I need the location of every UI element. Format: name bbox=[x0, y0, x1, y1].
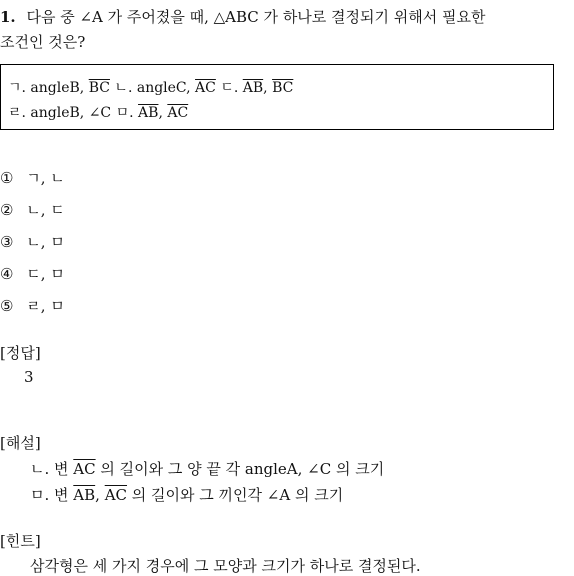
choice-2[interactable] bbox=[0, 199, 65, 220]
segment-label: $\overline{AC}$ bbox=[195, 80, 216, 96]
answer-value: 3 bbox=[24, 368, 34, 386]
segment-label: $\overline{AB}$ bbox=[73, 486, 96, 504]
condition-prefix: ㄹ. angleB, ∠C ㅁ. bbox=[8, 105, 139, 121]
segment-label: $\overline{AC}$ bbox=[167, 105, 189, 121]
condition-prefix: ㄴ. angleC, bbox=[109, 80, 196, 96]
conditions-row-2 bbox=[8, 102, 188, 122]
question-text-line-1: 다음 중 ∠A 가 주어졌을 때, △ABC 가 하나로 결정되기 위해서 필요한 bbox=[26, 8, 486, 26]
condition-prefix: ㄷ. bbox=[215, 80, 243, 96]
segment-label: $\overline{AC}$ bbox=[104, 486, 128, 504]
choice-1[interactable] bbox=[0, 167, 65, 188]
condition-prefix: ㄱ. angleB, bbox=[8, 80, 89, 96]
choice-text: ㄴ, ㄷ bbox=[26, 201, 65, 219]
hint-text: 삼각형은 세 가지 경우에 그 모양과 크기가 하나로 결정된다. bbox=[30, 557, 421, 575]
explanation-label: [해설] bbox=[0, 434, 41, 452]
question-text-line-2: 조건인 것은? bbox=[0, 33, 86, 51]
choice-5[interactable] bbox=[0, 295, 65, 316]
question-number: 1. bbox=[0, 8, 16, 26]
choice-3[interactable] bbox=[0, 231, 65, 252]
explanation-line-1 bbox=[30, 458, 384, 479]
choice-text: ㄴ, ㅁ bbox=[26, 233, 65, 251]
segment-label: $\overline{AC}$ bbox=[73, 460, 96, 478]
segment-label: $\overline{BC}$ bbox=[272, 80, 294, 96]
choice-text: ㄱ, ㄴ bbox=[26, 169, 65, 187]
conditions-row-1 bbox=[8, 77, 293, 97]
explanation-text: ㄴ. 변 bbox=[30, 460, 74, 478]
explanation-text: ㅁ. 변 bbox=[30, 486, 74, 504]
explanation-separator: , bbox=[95, 486, 105, 504]
question-line-1 bbox=[0, 6, 486, 27]
choice-text: ㄷ, ㅁ bbox=[26, 265, 65, 283]
choice-marker: ① bbox=[0, 169, 14, 187]
hint-label: [힌트] bbox=[0, 532, 41, 550]
choice-marker: ④ bbox=[0, 265, 14, 283]
segment-label: $\overline{AB}$ bbox=[138, 105, 159, 121]
segment-label: $\overline{AB}$ bbox=[242, 80, 264, 96]
choice-marker: ③ bbox=[0, 233, 14, 251]
choice-text: ㄹ, ㅁ bbox=[26, 297, 65, 315]
choice-marker: ② bbox=[0, 201, 14, 219]
condition-separator: , bbox=[158, 105, 168, 121]
explanation-line-2 bbox=[30, 484, 343, 505]
choice-4[interactable] bbox=[0, 263, 65, 284]
condition-prefix: , bbox=[263, 80, 273, 96]
segment-label: $\overline{BC}$ bbox=[88, 80, 110, 96]
answer-label: [정답] bbox=[0, 344, 41, 362]
explanation-text: 의 길이와 그 양 끝 각 angleA, ∠C 의 크기 bbox=[95, 460, 385, 478]
choice-marker: ⑤ bbox=[0, 297, 14, 315]
explanation-text: 의 길이와 그 끼인각 ∠A 의 크기 bbox=[127, 486, 344, 504]
